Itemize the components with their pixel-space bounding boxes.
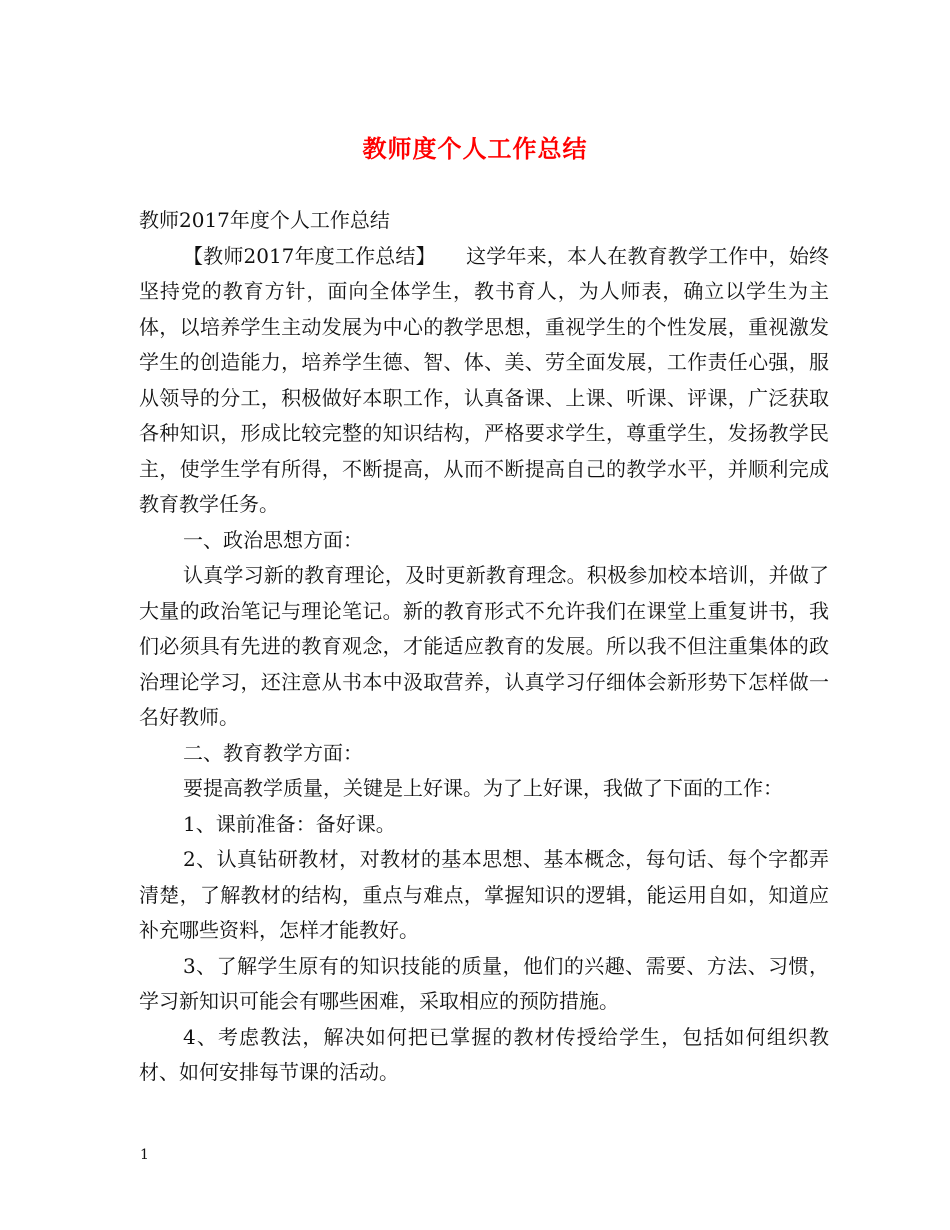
list-item-4: 4、考虑教法，解决如何把已掌握的教材传授给学生，包括如何组织教材、如何安排每节课的活动。 <box>139 1024 829 1084</box>
list-item-3: 3、了解学生原有的知识技能的质量，他们的兴趣、需要、方法、习惯，学习新知识可能会有哪些困难，采取相应的预防措施。 <box>139 953 829 1013</box>
list-item-2: 2、认真钻研教材，对教材的基本思想、基本概念，每句话、每个字都弄清楚，了解教材的结构，重点与难点，掌握知识的逻辑，能运用自如，知道应补充哪些资料，怎样才能教好。 <box>139 847 829 942</box>
document-subtitle: 教师2017年度个人工作总结 <box>139 208 390 232</box>
page-number: 1 <box>140 1147 149 1163</box>
document-title: 教师度个人工作总结 <box>362 134 588 163</box>
paragraph-intro: 【教师2017年度工作总结】 这学年来，本人在教育教学工作中，始终坚持党的教育方针，面向全体学生，教书育人，为人师表，确立以学生为主体，以培养学生主动发展为中心的教学思想，重视学生的个性发展，重视激发学生的创造能力，培养学生德、智、体、美、劳全面发展，工作责任心强，服从领导的分工，积极做好本职工作，认真备课、上课、听课、评课，广泛获取各种知识，形成比较完整的知识结构，严格要求学生，尊重学生，发扬教学民主，使学生学有所得，不断提高，从而不断提高自己的教学水平，并顺利完成教育教学任务。 <box>139 243 829 516</box>
list-item-1: 1、课前准备：备好课。 <box>183 811 396 836</box>
document-body <box>139 203 829 1091</box>
section-heading-teaching: 二、教育教学方面： <box>183 740 363 765</box>
section-heading-politics: 一、政治思想方面： <box>183 527 363 552</box>
paragraph-teaching-intro: 要提高教学质量，关键是上好课。为了上好课，我做了下面的工作： <box>183 776 783 800</box>
paragraph-politics: 认真学习新的教育理论，及时更新教育理念。积极参加校本培训，并做了大量的政治笔记与理论笔记。新的教育形式不允许我们在课堂上重复讲书，我们必须具有先进的教育观念，才能适应教育的发展。所以我不但注重集体的政治理论学习，还注意从书本中汲取营养，认真学习仔细体会新形势下怎样做一名好教师。 <box>139 563 829 729</box>
